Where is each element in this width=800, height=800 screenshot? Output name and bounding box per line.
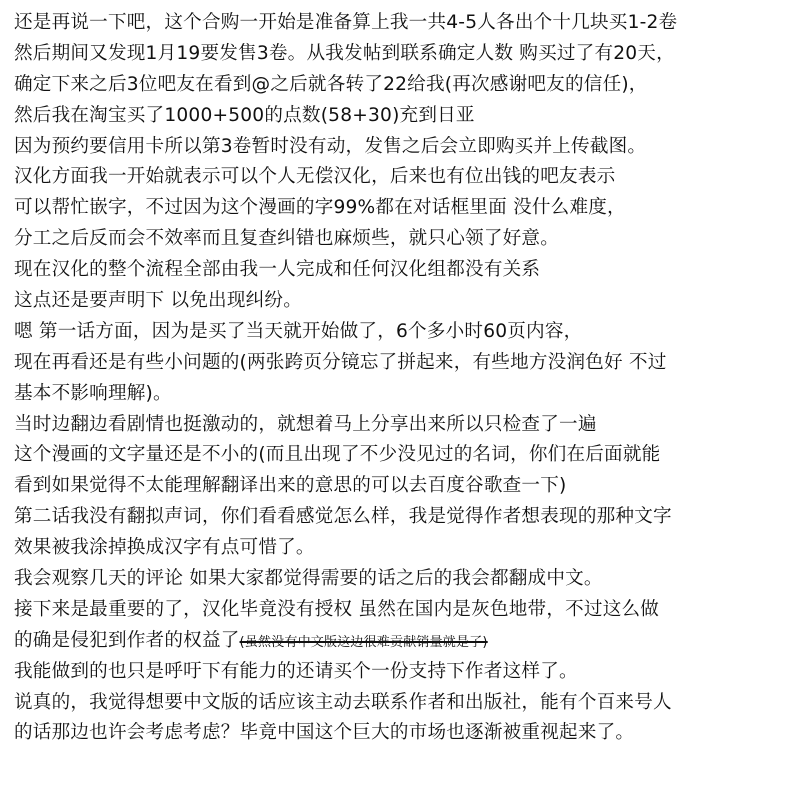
text-line-5: 因为预约要信用卡所以第3卷暂时没有动，发售之后会立即购买并上传截图。 [14,135,647,157]
text-line-15: 这个漫画的文字量还是不小的(而且出现了不少没见过的名词，你们在后面就能 [14,444,661,466]
text-line-14: 当时边翻边看剧情也挺激动的，就想着马上分享出来所以只检查了一遍 [14,413,597,435]
text-line-6: 汉化方面我一开始就表示可以个人无偿汉化，后来也有位出钱的吧友表示 [14,166,616,188]
text-line-23: 说真的，我觉得想要中文版的话应该主动去联系作者和出版社，能有个百来号人 [14,691,672,713]
text-line-16: 看到如果觉得不太能理解翻译出来的意思的可以去百度谷歌查一下) [14,475,567,497]
text-line-8: 分工之后反而会不效率而且复查纠错也麻烦些，就只心领了好意。 [14,228,560,250]
text-line-4: 然后我在淘宝买了1000+500的点数(58+30)充到日亚 [14,104,475,126]
text-line-18: 效果被我涂掉换成汉字有点可惜了。 [14,537,315,559]
text-line-17: 第二话我没有翻拟声词，你们看看感觉怎么样，我是觉得作者想表现的那种文字 [14,506,672,528]
text-line-9: 现在汉化的整个流程全部由我一人完成和任何汉化组都没有关系 [14,259,541,281]
text-line-24: 的话那边也许会考虑考虑？毕竟中国这个巨大的市场也逐渐被重视起来了。 [14,722,635,744]
text-line-3: 确定下来之后3位吧友在看到@之后就各转了22给我(再次感谢吧友的信任)， [14,73,648,95]
text-line-12: 现在再看还是有些小问题的(两张跨页分镜忘了拼起来，有些地方没润色好 不过 [14,351,667,373]
text-line-20: 接下来是最重要的了，汉化毕竟没有授权 虽然在国内是灰色地带，不过这么做 [14,598,660,620]
strikethrough-note: (虽然没有中文版这边很难贡献销量就是了) [239,634,488,650]
text-line-21-main: 的确是侵犯到作者的权益了 [14,629,240,651]
text-line-21 [14,626,796,657]
text-line-13: 基本不影响理解)。 [14,382,172,404]
article-text [14,8,796,749]
text-line-7: 可以帮忙嵌字，不过因为这个漫画的字99%都在对话框里面 没什么难度， [14,197,626,219]
text-line-2: 然后期间又发现1月19要发售3卷。从我发帖到联系确定人数 购买过了有20天， [14,42,675,64]
text-line-19: 我会观察几天的评论 如果大家都觉得需要的话之后的我会都翻成中文。 [14,568,603,590]
text-line-11: 嗯 第一话方面，因为是买了当天就开始做了，6个多小时60页内容， [14,320,583,342]
text-line-1: 还是再说一下吧，这个合购一开始是准备算上我一共4-5人各出个十几块买1-2卷 [14,12,678,33]
text-line-22: 我能做到的也只是呼吁下有能力的还请买个一份支持下作者这样了。 [14,660,578,682]
text-line-10: 这点还是要声明下 以免出现纠纷。 [14,290,303,312]
